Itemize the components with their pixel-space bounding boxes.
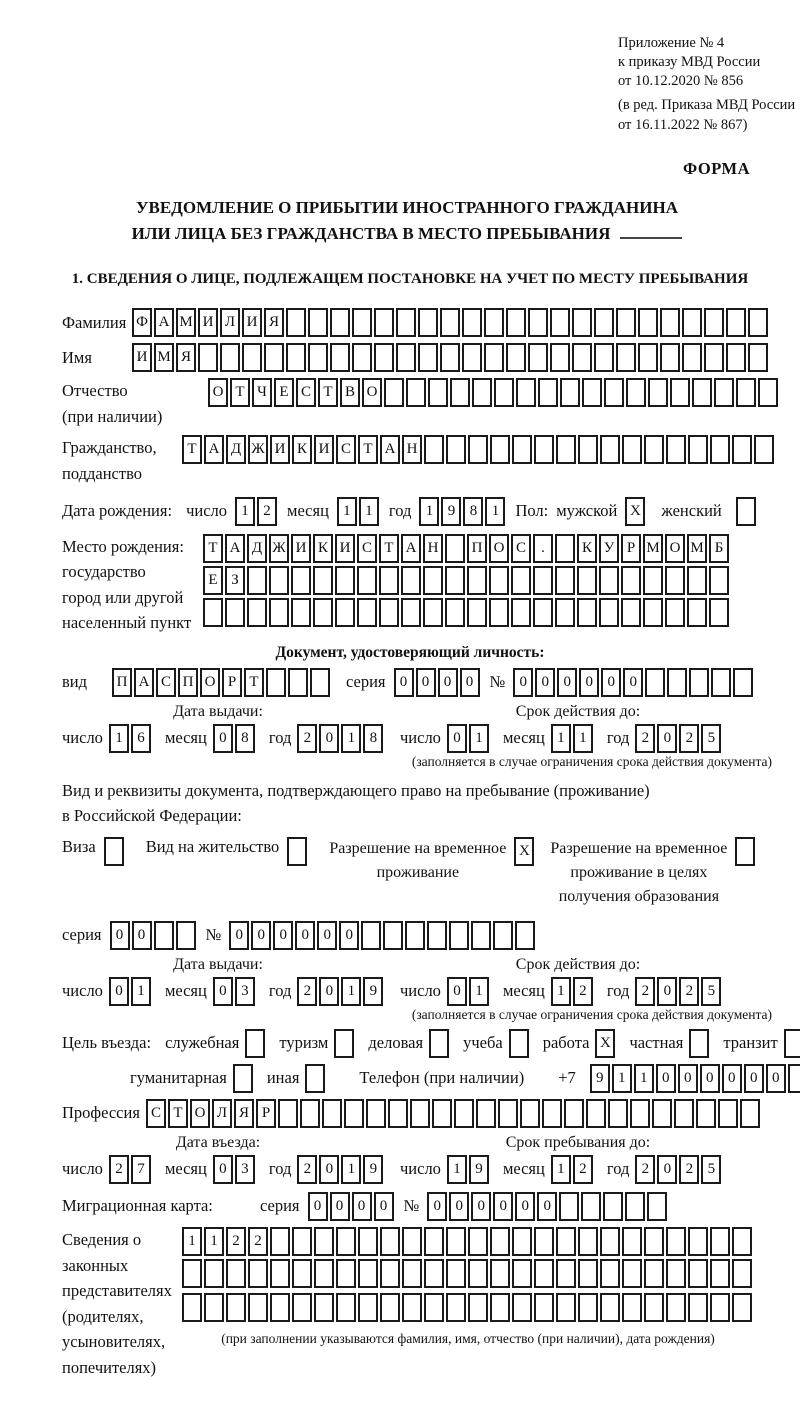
edu-residence-label: Разрешение на временное проживание в целях получения образования — [550, 839, 728, 905]
residence-issue-year-input[interactable]: 2 0 1 9 — [297, 977, 385, 1006]
identity-expiry-month-input[interactable]: 1 1 — [551, 724, 595, 753]
representatives-label: Сведения о законных представителях (родителях, усыновителях, попечителях) — [62, 1229, 172, 1377]
phone-prefix: +7 — [558, 1068, 576, 1088]
purpose-work-checkbox[interactable]: X — [595, 1029, 617, 1058]
gender-label: Пол: — [515, 501, 549, 521]
entry-purpose-row2 — [130, 1064, 782, 1093]
issue-date-heading: Дата выдачи: — [173, 955, 263, 973]
day-label: число — [400, 981, 441, 1001]
representatives-line1-input[interactable]: 1 1 2 2 — [182, 1227, 754, 1256]
annex-line: к приказу МВД России — [618, 54, 761, 71]
purpose-other-checkbox[interactable] — [305, 1064, 327, 1093]
doc-number-label: № — [489, 672, 506, 692]
name-input[interactable]: И М Я — [132, 343, 770, 372]
purpose-label: Цель въезда: — [62, 1033, 152, 1053]
purpose-business-checkbox[interactable] — [429, 1029, 451, 1058]
edu-residence-option — [550, 837, 757, 909]
residence-expiry-col — [400, 956, 756, 1006]
identity-doc-dates — [62, 703, 782, 753]
year-label: год — [606, 1159, 630, 1179]
identity-issue-col — [62, 702, 378, 753]
form-title-line2: ИЛИ ЛИЦА БЕЗ ГРАЖДАНСТВА В МЕСТО ПРЕБЫВАНИЯ — [32, 221, 782, 247]
migration-card-label: Миграционная карта: — [62, 1196, 213, 1216]
birthplace-label: Место рождения: государство город или другой населенный пункт — [62, 536, 192, 633]
identity-doc-row — [62, 668, 782, 697]
annex-reference — [618, 34, 800, 135]
identity-issue-month-input[interactable]: 0 8 — [213, 724, 257, 753]
form-title — [32, 195, 782, 248]
residence-series-input[interactable]: 0 0 — [110, 921, 198, 950]
representatives-note: (при заполнении указываются фамилия, имя, отчество (при наличии), дата рождения) — [221, 1330, 715, 1346]
temp-residence-checkbox[interactable]: X — [514, 837, 536, 866]
visa-option — [62, 837, 126, 866]
patronymic-row — [62, 378, 782, 429]
stay-until-heading: Срок пребывания до: — [505, 1133, 651, 1151]
doc-series-label: серия — [346, 672, 386, 692]
birthdate-row — [62, 497, 782, 526]
residence-number-input[interactable]: 0 0 0 0 0 0 — [229, 921, 537, 950]
birthplace-line3-input[interactable] — [203, 598, 731, 627]
citizenship-row — [62, 435, 782, 486]
mc-series-label: серия — [260, 1196, 300, 1216]
residence-expiry-month-input[interactable]: 1 2 — [551, 977, 595, 1006]
purpose-other-label: иная — [266, 1068, 300, 1088]
month-label: месяц — [164, 1159, 207, 1179]
expiry-date-heading: Срок действия до: — [515, 702, 641, 720]
month-label: месяц — [502, 1159, 545, 1179]
entry-year-input[interactable]: 2 0 1 9 — [297, 1155, 385, 1184]
name-label: Имя — [62, 347, 92, 367]
purpose-transit-checkbox[interactable] — [784, 1029, 800, 1058]
visa-label: Виза — [62, 836, 96, 856]
section1-heading: 1. СВЕДЕНИЯ О ЛИЦЕ, ПОДЛЕЖАЩЕМ ПОСТАНОВКЕ НА УЧЕТ ПО МЕСТУ ПРЕБЫВАНИЯ — [71, 271, 749, 288]
doc-type-input[interactable]: П А С П О Р Т — [112, 668, 332, 697]
purpose-study-checkbox[interactable] — [509, 1029, 531, 1058]
profession-row — [62, 1099, 782, 1128]
residence-expiry-year-input[interactable]: 2 0 2 5 — [635, 977, 723, 1006]
representatives-row — [62, 1227, 782, 1380]
gender-male-label: мужской — [556, 501, 618, 521]
birth-day-input[interactable]: 1 2 — [235, 497, 279, 526]
temp-residence-label: Разрешение на временное проживание — [329, 839, 507, 881]
doc-number-input[interactable]: 0 0 0 0 0 0 — [513, 668, 755, 697]
birthplace-inputs — [203, 534, 731, 632]
purpose-official-checkbox[interactable] — [245, 1029, 267, 1058]
title-underline — [620, 223, 682, 239]
issue-date-heading: Дата выдачи: — [173, 702, 263, 720]
identity-expiry-col — [400, 703, 756, 753]
forma-label: ФОРМА — [683, 158, 750, 178]
residence-doc-types — [62, 837, 782, 909]
mc-series-input[interactable]: 0 0 0 0 — [308, 1192, 396, 1221]
month-label: месяц — [502, 981, 545, 1001]
month-label: месяц — [287, 501, 329, 521]
birthplace-row — [62, 534, 782, 636]
phone-label: Телефон (при наличии) — [359, 1068, 525, 1088]
stay-day-input[interactable]: 1 9 — [447, 1155, 491, 1184]
residence-expiry-day-input[interactable]: 0 1 — [447, 977, 491, 1006]
purpose-tourism-checkbox[interactable] — [334, 1029, 356, 1058]
day-label: число — [62, 1159, 103, 1179]
birthplace-line2-input[interactable]: Е З — [203, 566, 731, 595]
month-label: месяц — [502, 728, 545, 748]
purpose-study-label: учеба — [463, 1033, 503, 1053]
edu-residence-checkbox[interactable] — [735, 837, 757, 866]
residence-doc-dates — [62, 956, 782, 1006]
entry-day-input[interactable]: 2 7 — [109, 1155, 153, 1184]
entry-date-col — [62, 1133, 378, 1184]
month-label: месяц — [164, 728, 207, 748]
annex-line: (в ред. Приказа МВД России — [618, 97, 796, 114]
residence-permit-option — [146, 837, 310, 866]
annex-line: Приложение № 4 — [618, 35, 725, 51]
purpose-humanitarian-checkbox[interactable] — [233, 1064, 255, 1093]
year-label: год — [606, 981, 630, 1001]
day-label: число — [62, 728, 103, 748]
name-row — [62, 343, 782, 372]
representatives-line3-input[interactable] — [182, 1293, 754, 1322]
birthplace-line1-input[interactable]: Т А Д Ж И К И С Т А Н П О С . К У Р М О М Б — [203, 534, 731, 563]
birthdate-label: Дата рождения: — [62, 501, 173, 521]
year-label: год — [268, 728, 292, 748]
expiry-note: (заполняется в случае ограничения срока действия документа) — [411, 1006, 772, 1022]
entry-dates — [62, 1134, 782, 1184]
entry-month-input[interactable]: 0 3 — [213, 1155, 257, 1184]
purpose-private-label: частная — [629, 1033, 684, 1053]
residence-serial-row — [62, 921, 782, 950]
birth-month-input[interactable]: 1 1 — [337, 497, 381, 526]
annex-line: от 16.11.2022 № 867) — [618, 116, 748, 133]
stay-year-input[interactable]: 2 0 2 5 — [635, 1155, 723, 1184]
identity-doc-heading: Документ, удостоверяющий личность: — [275, 643, 545, 661]
identity-expiry-day-input[interactable]: 0 1 — [447, 724, 491, 753]
annex-line: от 10.12.2020 № 856 — [618, 73, 744, 90]
mc-number-label: № — [403, 1196, 420, 1216]
phone-input[interactable]: 9 1 1 0 0 0 0 0 0 — [590, 1064, 800, 1093]
residence-issue-col — [62, 955, 378, 1006]
day-label: число — [186, 501, 227, 521]
month-label: месяц — [164, 981, 207, 1001]
form-title-line1: УВЕДОМЛЕНИЕ О ПРИБЫТИИ ИНОСТРАННОГО ГРАЖДАНИНА — [136, 197, 678, 217]
gender-female-label: женский — [661, 501, 722, 521]
identity-issue-day-input[interactable]: 1 6 — [109, 724, 153, 753]
purpose-official-label: служебная — [165, 1033, 240, 1053]
identity-expiry-year-input[interactable]: 2 0 2 5 — [635, 724, 723, 753]
residence-number-label: № — [205, 925, 222, 945]
expiry-note: (заполняется в случае ограничения срока действия документа) — [411, 753, 772, 769]
visa-checkbox[interactable] — [104, 837, 126, 866]
purpose-humanitarian-label: гуманитарная — [130, 1068, 227, 1088]
profession-input[interactable]: С Т О Л Я Р — [146, 1099, 762, 1128]
purpose-work-label: работа — [542, 1033, 590, 1053]
citizenship-label: Гражданство, подданство — [62, 438, 157, 483]
entry-purpose-row — [62, 1029, 782, 1058]
purpose-business-label: деловая — [368, 1033, 424, 1053]
surname-row — [62, 308, 782, 337]
birth-year-input[interactable]: 1 9 8 1 — [419, 497, 507, 526]
day-label: число — [400, 728, 441, 748]
year-label: год — [606, 728, 630, 748]
residence-series-label: серия — [62, 925, 102, 945]
gender-female-checkbox[interactable] — [736, 497, 758, 526]
year-label: год — [268, 981, 292, 1001]
year-label: год — [268, 1159, 292, 1179]
residence-permit-checkbox[interactable] — [287, 837, 309, 866]
identity-issue-year-input[interactable]: 2 0 1 8 — [297, 724, 385, 753]
stay-until-col — [400, 1134, 756, 1184]
citizenship-input[interactable]: Т А Д Ж И К И С Т А Н — [182, 435, 776, 464]
migration-card-row — [62, 1192, 782, 1221]
doc-series-input[interactable]: 0 0 0 0 — [394, 668, 482, 697]
gender-male-checkbox[interactable]: X — [625, 497, 647, 526]
stay-month-input[interactable]: 1 2 — [551, 1155, 595, 1184]
day-label: число — [400, 1159, 441, 1179]
patronymic-input[interactable]: О Т Ч Е С Т В О — [208, 378, 780, 407]
residence-issue-day-input[interactable]: 0 1 — [109, 977, 153, 1006]
residence-doc-intro: Вид и реквизиты документа, подтверждающего право на пребывание (проживание) в Российской Федерации: — [62, 780, 650, 826]
representatives-line2-input[interactable] — [182, 1259, 754, 1288]
representatives-inputs — [182, 1227, 754, 1347]
surname-label: Фамилия — [62, 312, 127, 332]
doc-type-label: вид — [62, 672, 88, 692]
residence-issue-month-input[interactable]: 0 3 — [213, 977, 257, 1006]
purpose-tourism-label: туризм — [279, 1033, 329, 1053]
residence-permit-label: Вид на жительство — [145, 836, 280, 856]
patronymic-label: Отчество (при наличии) — [62, 381, 163, 426]
expiry-date-heading: Срок действия до: — [515, 955, 641, 973]
day-label: число — [62, 981, 103, 1001]
entry-date-heading: Дата въезда: — [175, 1133, 261, 1151]
temp-residence-option — [329, 837, 536, 885]
purpose-transit-label: транзит — [723, 1033, 778, 1053]
profession-label: Профессия — [62, 1103, 140, 1123]
year-label: год — [388, 501, 412, 521]
mc-number-input[interactable]: 0 0 0 0 0 0 — [427, 1192, 669, 1221]
purpose-private-checkbox[interactable] — [689, 1029, 711, 1058]
surname-input[interactable]: Ф А М И Л И Я — [132, 308, 770, 337]
